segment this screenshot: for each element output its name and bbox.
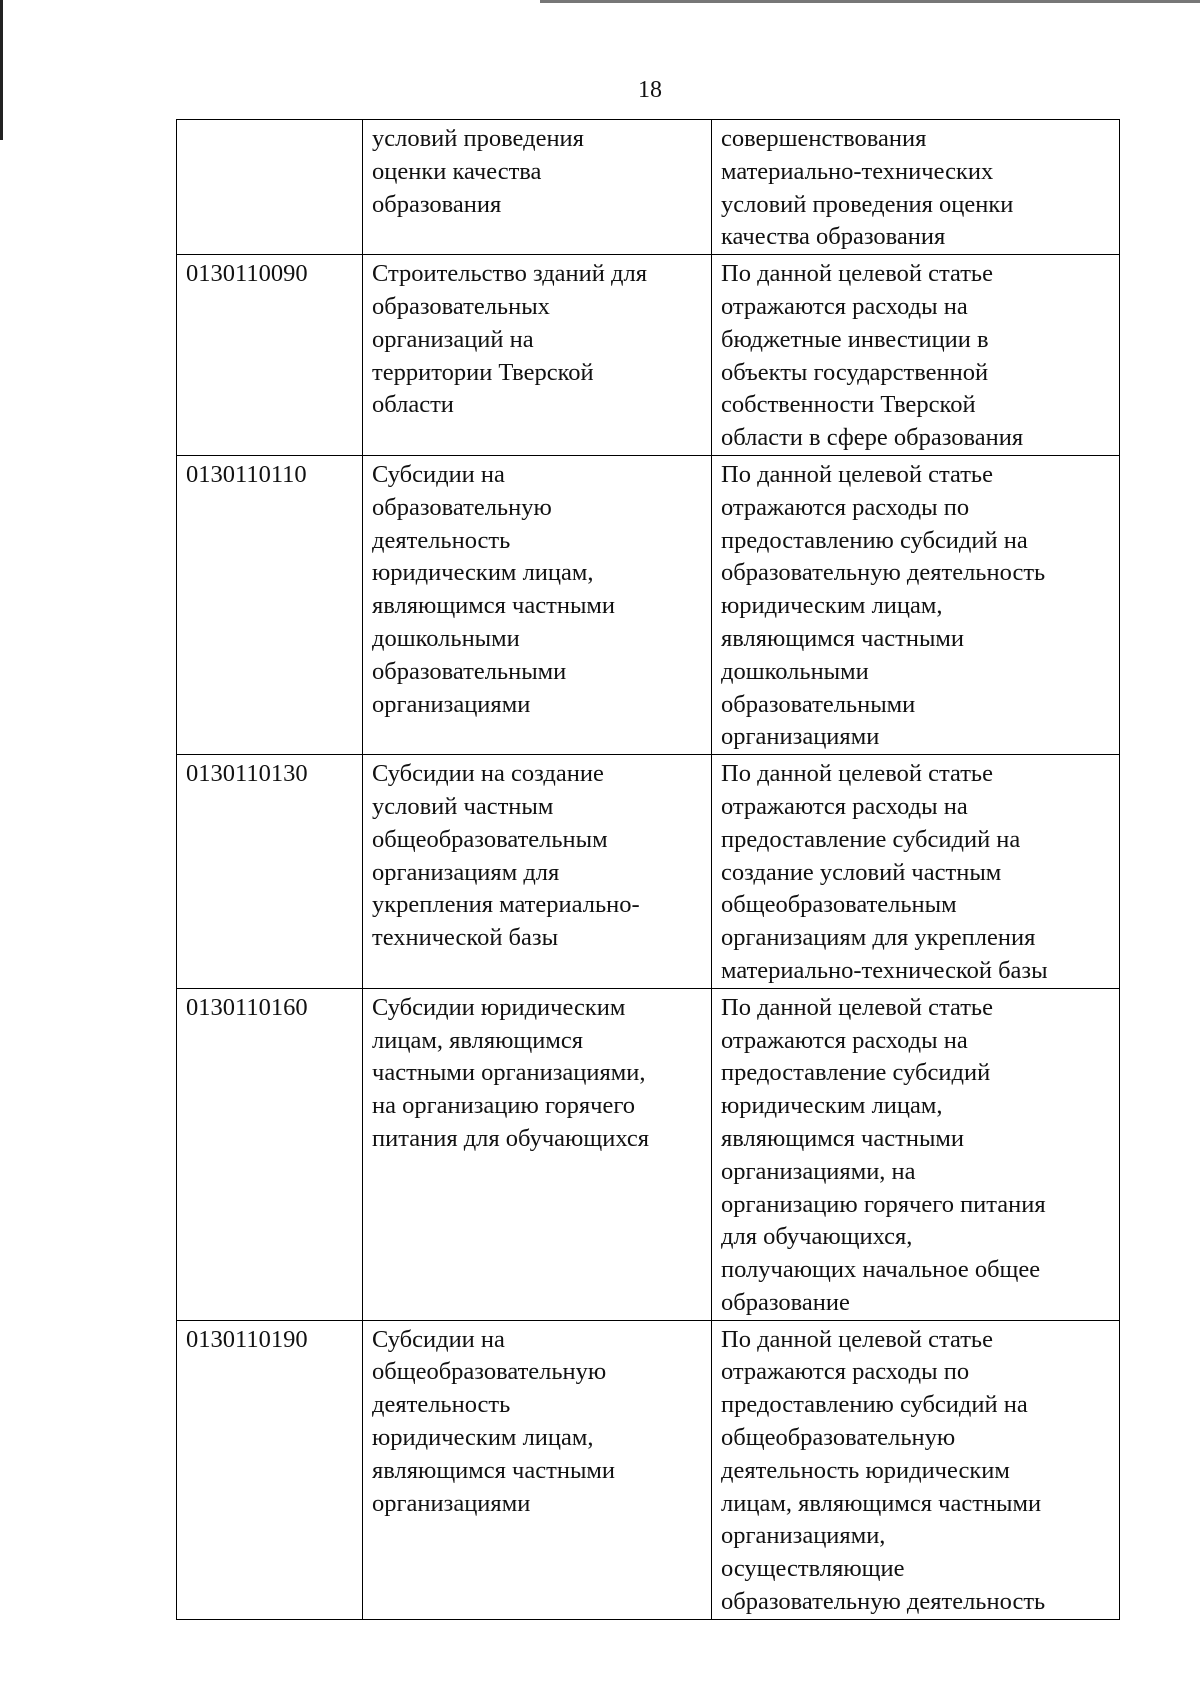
table-row	[177, 1320, 1120, 1619]
scan-edge-top	[540, 0, 1200, 3]
description-cell: По данной целевой статье отражаются расходы по предоставлению субсидий на общеобразовательную деятельность юридическим лицам, являющимся частными организациями, осуществляющие образовательную деятельность	[712, 1320, 1120, 1619]
code-cell: 0130110190	[177, 1320, 363, 1619]
table-row	[177, 755, 1120, 989]
page-number: 18	[638, 77, 662, 103]
description-cell: По данной целевой статье отражаются расходы на бюджетные инвестиции в объекты государственной собственности Тверской области в сфере образования	[712, 255, 1120, 456]
code-cell	[177, 120, 363, 255]
code-cell: 0130110110	[177, 455, 363, 754]
table-row	[177, 455, 1120, 754]
code-cell: 0130110160	[177, 988, 363, 1320]
description-cell: По данной целевой статье отражаются расходы на предоставление субсидий на создание условий частным общеобразовательным организациям для укрепления материально-технической базы	[712, 755, 1120, 989]
name-cell: Субсидии на образовательную деятельность юридическим лицам, являющимся частными дошкольными образовательными организациями	[363, 455, 712, 754]
code-cell: 0130110090	[177, 255, 363, 456]
name-cell: Строительство зданий для образовательных организаций на территории Тверской области	[363, 255, 712, 456]
scan-edge-left	[0, 0, 3, 140]
table-row	[177, 988, 1120, 1320]
budget-codes-table	[176, 119, 1120, 1620]
name-cell: Субсидии юридическим лицам, являющимся частными организациями, на организацию горячего питания для обучающихся	[363, 988, 712, 1320]
description-cell: По данной целевой статье отражаются расходы по предоставлению субсидий на образовательную деятельность юридическим лицам, являющимся частными дошкольными образовательными организациями	[712, 455, 1120, 754]
name-cell: условий проведения оценки качества образования	[363, 120, 712, 255]
description-cell: По данной целевой статье отражаются расходы на предоставление субсидий юридическим лицам, являющимся частными организациями, на организацию горячего питания для обучающихся, получающих начальное общее образование	[712, 988, 1120, 1320]
table-row	[177, 255, 1120, 456]
description-cell: совершенствования материально-технических условий проведения оценки качества образования	[712, 120, 1120, 255]
name-cell: Субсидии на создание условий частным общеобразовательным организациям для укрепления материально- технической базы	[363, 755, 712, 989]
code-cell: 0130110130	[177, 755, 363, 989]
table-row	[177, 120, 1120, 255]
name-cell: Субсидии на общеобразовательную деятельность юридическим лицам, являющимся частными организациями	[363, 1320, 712, 1619]
